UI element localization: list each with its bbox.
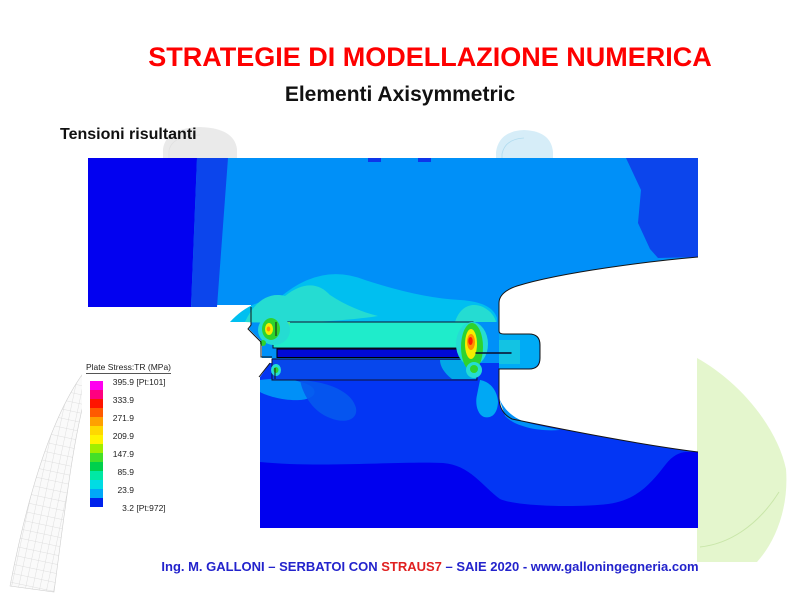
legend-entry: 333.9 [112,395,134,405]
section-label: Tensioni risultanti [60,126,197,143]
footer-credit [60,559,800,574]
stress-legend [82,360,190,526]
footer-text-post: – SAIE 2020 - www.galloningegneria.com [441,559,699,574]
slide-subtitle: Elementi Axisymmetric [284,83,516,106]
upper-flange-plate [273,322,473,348]
gasket [277,349,472,358]
footer-text-straus7: STRAUS7 [381,559,442,574]
legend-entry: 271.9 [112,413,134,423]
ghost-tank-green [697,358,786,562]
legend-entry: 147.9 [112,449,134,459]
legend-entry: 209.9 [112,431,134,441]
legend-entry: 3.2 [Pt:972] [122,503,166,513]
legend-entry: 85.9 [117,467,134,477]
footer-text-pre: Ing. M. GALLONI – SERBATOI CON [161,559,382,574]
legend-colorbar [90,381,103,507]
legend-entry: 395.9 [Pt:101] [112,377,166,387]
slide-title: STRATEGIE DI MODELLAZIONE NUMERICA [148,42,712,72]
legend-title: Plate Stress:TR (MPa) [86,362,172,372]
legend-entry: 23.9 [117,485,134,495]
